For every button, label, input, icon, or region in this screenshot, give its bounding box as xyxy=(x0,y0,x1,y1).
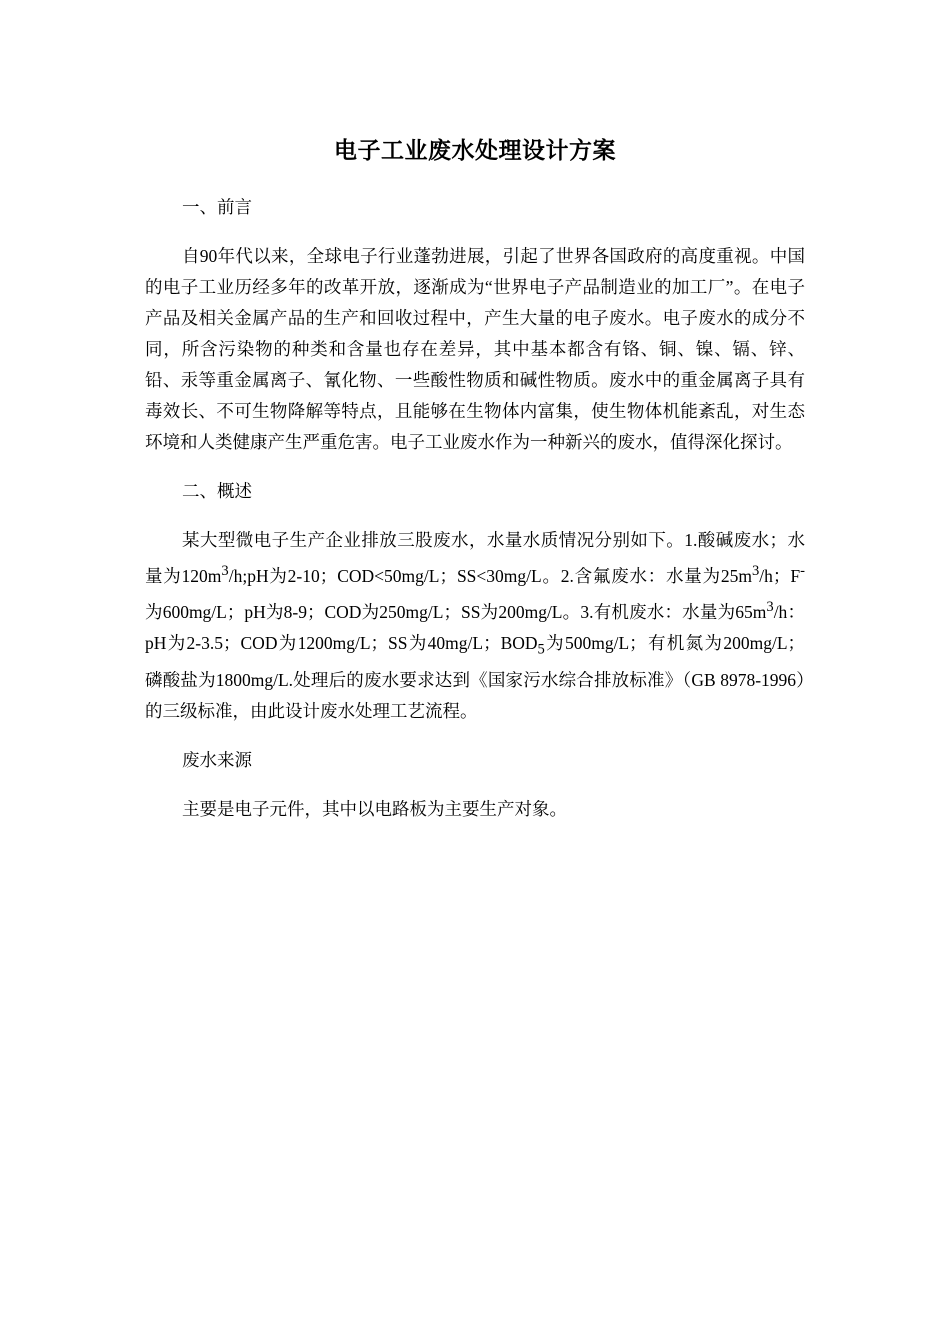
source-paragraph: 主要是电子元件，其中以电路板为主要生产对象。 xyxy=(182,799,567,820)
superscript-3: 3 xyxy=(751,563,760,579)
superscript-3: 3 xyxy=(766,598,774,615)
overview-text: /h；F xyxy=(759,565,801,586)
subscript-5: 5 xyxy=(537,641,545,658)
overview-text: 为500mg/L；有机氮为200mg/L；磷酸盐为1800mg/L.处理后的废水要求达到《国家污水综合排放标准》（GB 8978-1996）的三级标准，由此设计废水处理工艺流程。 xyxy=(145,632,806,722)
document-page xyxy=(145,128,805,843)
overview-text: 为600mg/L；pH为8-9；COD为250mg/L；SS为200mg/L。3.有机废水：水量为65m xyxy=(145,601,767,622)
overview-text: 某大型微电子生产企业排放三股废水，水量水质情况分别如下。1.酸碱废水；水量为120m xyxy=(145,530,805,586)
section-heading-preface: 一、前言 xyxy=(182,197,252,217)
section-heading-overview: 二、概述 xyxy=(182,481,252,501)
document-title: 电子工业废水处理设计方案 xyxy=(334,138,616,164)
preface-paragraph: 自90年代以来，全球电子行业蓬勃进展，引起了世界各国政府的高度重视。中国的电子工业历经多年的改革开放，逐渐成为“世界电子产品制造业的加工厂”。在电子产品及相关金属产品的生产和回收过程中，产生大量的电子废水。电子废水的成分不同，所含污染物的种类和含量也存在差异，其中基本都含有铬、铜、镍、镉、锌、铅、汞等重金属离子、氰化物、一些酸性物质和碱性物质。废水中的重金属离子具有毒效长、不可生物降解等特点，且能够在生物体内富集，使生物体机能紊乱，对生态环境和人类健康产生严重危害。电子工业废水作为一种新兴的废水，值得深化探讨。 xyxy=(145,246,805,452)
overview-text: /h：pH为2-3.5；COD为1200mg/L；SS为40mg/L；BOD xyxy=(145,601,805,653)
superscript-3: 3 xyxy=(221,563,229,579)
overview-text: /h;pH为2-10；COD<50mg/L；SS<30mg/L。2.含氟废水：水量为25m xyxy=(228,565,752,586)
superscript-minus: - xyxy=(800,563,805,579)
section-heading-wastewater-source: 废水来源 xyxy=(182,750,252,771)
overview-paragraph xyxy=(145,525,805,727)
